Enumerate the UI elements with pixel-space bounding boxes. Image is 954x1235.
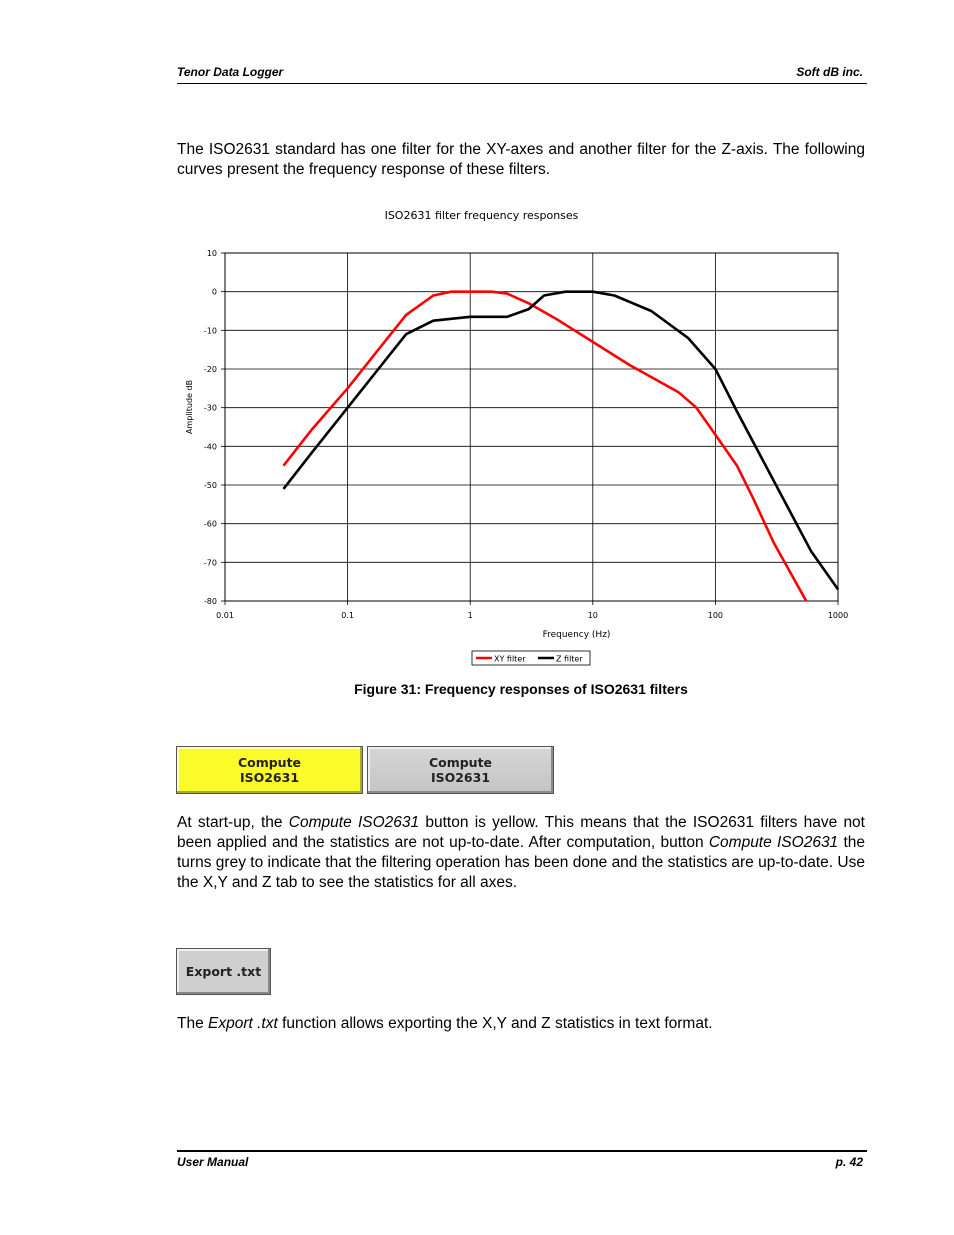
p3-text1: The: [177, 1015, 209, 1032]
y-axis-label: Amplitude dB: [185, 379, 194, 435]
compute-iso2631-button-yellow[interactable]: [176, 746, 363, 794]
export-paragraph: [177, 1014, 865, 1034]
x-tick-label: 1000: [827, 611, 849, 620]
compute-paragraph: [177, 813, 865, 893]
chart-title: ISO2631 filter frequency responses: [384, 209, 579, 222]
x-tick-label: 0.1: [341, 611, 354, 620]
compute-iso2631-button-grey[interactable]: [367, 746, 554, 794]
p3-text2: function allows exporting the X,Y and Z statistics in text format.: [277, 1015, 713, 1032]
p2-text2: button is yellow. This means that the ISO2631 filters have not been applied and the statistics are not up-to-date. After computation, button: [177, 814, 865, 851]
footer-right: p. 42: [835, 1155, 863, 1169]
x-tick-label: 0.01: [216, 611, 234, 620]
p3-emphasis1: Export .txt: [208, 1015, 278, 1032]
y-tick-label: -80: [203, 597, 217, 606]
header-left: Tenor Data Logger: [177, 65, 284, 79]
figure-caption: Figure 31: Frequency responses of ISO2631 filters: [354, 681, 688, 697]
y-tick-label: -60: [203, 519, 217, 529]
frequency-response-chart: [180, 200, 860, 670]
y-tick-label: -40: [203, 442, 217, 452]
compute-yellow-line2: ISO2631: [239, 770, 300, 785]
legend-label-xy: XY filter: [494, 654, 526, 664]
x-axis-label: Frequency (Hz): [542, 630, 611, 640]
page-footer: [177, 1150, 867, 1172]
p2-emphasis2: Compute ISO2631: [708, 834, 839, 851]
y-tick-label: 10: [206, 249, 217, 258]
export-txt-button[interactable]: Export .txt: [176, 948, 271, 995]
x-tick-label: 10: [587, 611, 598, 620]
x-tick-label: 1: [467, 611, 473, 620]
y-tick-label: -30: [203, 403, 217, 413]
compute-yellow-line1: Compute: [237, 755, 302, 770]
p2-emphasis1: Compute ISO2631: [288, 814, 420, 831]
p2-text1: At start-up, the: [177, 814, 289, 831]
intro-paragraph: The ISO2631 standard has one filter for the XY-axes and another filter for the Z-axis. The following curves present the frequency response of these filters.: [177, 141, 865, 178]
header-right: Soft dB inc.: [796, 65, 863, 79]
legend-label-z: Z filter: [556, 654, 583, 664]
y-tick-label: -50: [203, 481, 217, 490]
x-tick-label: 100: [707, 611, 724, 620]
p2-text3: the turns grey to indicate that the filtering operation has been done and the statistics are up-to-date. Use the X,Y and Z tab to see the statistics for all axes.: [177, 834, 865, 891]
footer-left: User Manual: [177, 1155, 249, 1169]
compute-grey-line1: Compute: [428, 755, 493, 770]
compute-grey-line2: ISO2631: [430, 770, 491, 785]
y-tick-label: 0: [211, 287, 217, 297]
y-tick-label: -20: [203, 365, 217, 374]
page-header: [177, 65, 867, 84]
y-tick-label: -70: [203, 558, 217, 568]
y-tick-label: -10: [203, 326, 217, 336]
